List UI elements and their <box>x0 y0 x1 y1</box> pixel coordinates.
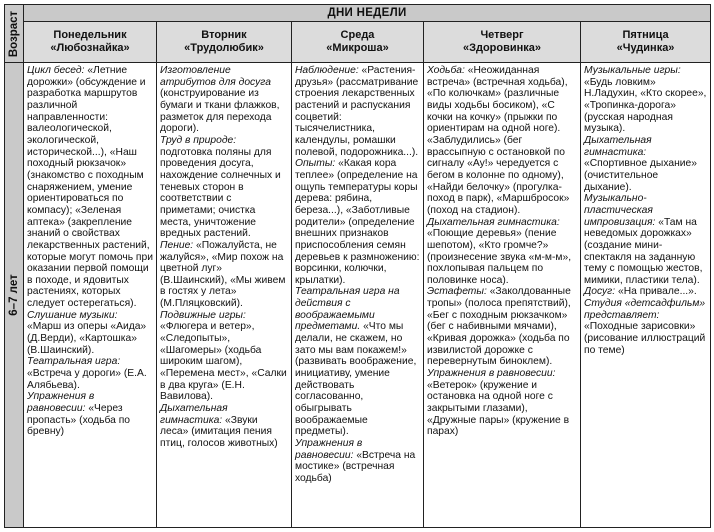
activity-block <box>295 158 420 286</box>
day-header-friday <box>581 22 711 63</box>
activity-heading: Подвижные игры: <box>160 309 246 321</box>
activity-text: «Растения-друзья» (рассматривание строения лекарственных растений и распускания соцветий: тысячелистника, календулы, ромашки полевой, подорожника...). <box>295 65 419 158</box>
activity-heading: Пение: <box>160 239 194 251</box>
schedule-table <box>4 4 711 528</box>
activity-block <box>27 391 153 438</box>
activity-heading: Музыкальные игры: <box>584 65 681 76</box>
age-value: 6–7 лет <box>8 274 20 316</box>
activity-block <box>27 310 153 357</box>
activity-block <box>160 65 288 135</box>
activity-block <box>27 65 153 310</box>
activity-text: «Заколдованные тропы» (полоса препятствий), «Бег с походным рюкзачком» (бег с набивными мячами), «Кривая дорожка» (ходьба по извилистой дорожке с перевернутым биноклем). <box>427 286 571 368</box>
activity-heading: Студия «детсадфильм» представляет: <box>584 298 706 321</box>
activity-heading: Ходьба: <box>427 65 465 76</box>
age-header <box>5 5 24 63</box>
activity-text: «Поющие деревья» (пение шепотом), «Кто громче?» (произнесение звука «м-м-м», похлопывая пальцем по половинке носа). <box>427 228 572 286</box>
activity-text: «Встреча на мостике» (встречная ходьба) <box>295 449 416 484</box>
activity-block <box>295 65 420 158</box>
activity-block <box>295 286 420 438</box>
activity-heading: Слушание музыки: <box>27 309 118 321</box>
day-name: Среда <box>340 29 375 41</box>
day-header-monday <box>24 22 157 63</box>
activity-block <box>584 135 707 193</box>
day-cell-wednesday <box>292 63 424 528</box>
day-cell-friday <box>581 63 711 528</box>
activity-heading: Наблюдение: <box>295 65 359 76</box>
activity-block <box>584 286 707 298</box>
activity-text: «Звуки леса» (имитация пения птиц, голосов животных) <box>160 414 278 449</box>
activity-heading: Упражнения в равновесии: <box>295 438 363 461</box>
activity-block <box>160 310 288 403</box>
activity-text: «Марш из оперы «Аида» (Д.Верди), «Картошка» (В.Шаинский). <box>27 321 147 356</box>
activity-heading: Упражнения в равновесии: <box>27 391 95 415</box>
activity-block <box>427 286 577 368</box>
activity-text: «Неожиданная встреча» (встречная ходьба), «По колючкам» (различные виды ходьбы босиком), «С кочки на кочку» (прыжки по ориентирам на одной ноге). «Заблудились» (бег врассыпную с остановкой по сигналу «Ау!» чередуется с бегом в колонне по одному), «Найди белочку» (прогулка-поход в парк), «Маршбросок» (поход на стадион). <box>427 65 570 216</box>
activity-text: «Летние дорожки» (обсуждение и разработка маршрутов различной направленности: валеологической, экологической, исторической...), «Наш походный рюкзачок» (знакомство с походным снаряжением, умение ориентироваться по компасу); «Зеленая аптека» (закрепление знаний о свойствах лекарственных растений, которые могут помочь при оказании первой помощи в походе, и ядовитых растениях, которых следует остерегаться). <box>27 65 153 310</box>
day-header-tuesday <box>157 22 292 63</box>
activity-block <box>584 193 707 286</box>
activity-heading: Театральная игра на действия с воображаемыми предметами. <box>295 286 400 333</box>
activity-text: «Спортивное дыхание» (очистительное дыхание). <box>584 158 697 193</box>
age-header-label: Возраст <box>8 10 20 57</box>
activity-block <box>27 356 153 391</box>
activity-heading: Труд в природе: <box>160 134 237 146</box>
activity-block <box>160 135 288 240</box>
activity-heading: Дыхательная гимнастика: <box>160 403 228 426</box>
activity-heading: Театральная игра: <box>27 356 121 368</box>
activity-text: «Через пропасть» (ходьба по бревну) <box>27 403 131 438</box>
activity-heading: Эстафеты: <box>427 286 487 298</box>
activity-text: «Что мы делали, не скажем, но зато мы вам покажем!» (развивать воображение, инициативу, умение действовать согласованно, обыгрывать воображаемые предметы). <box>295 321 417 438</box>
activity-heading: Дыхательная гимнастика: <box>584 134 652 158</box>
activity-block <box>584 65 707 135</box>
day-name: Четверг <box>480 29 524 41</box>
activity-block <box>427 217 577 287</box>
day-name: Вторник <box>201 29 247 41</box>
day-nickname: «Трудолюбик» <box>184 42 264 54</box>
day-nickname: «Любознайка» <box>50 42 130 54</box>
age-cell <box>5 63 24 528</box>
activity-block <box>427 65 577 217</box>
day-cell-thursday <box>424 63 581 528</box>
day-header-wednesday <box>292 22 424 63</box>
activity-block <box>427 368 577 438</box>
activity-text: «Какая кора теплее» (определение на ощупь температуры коры дерева: рябина, береза...), «Заботливые родители» (определение внешних признаков приспособления семян деревьев к размножению: ворсинки, колючки, крылатки). <box>295 158 420 286</box>
activity-block <box>584 298 707 356</box>
table-title: ДНИ НЕДЕЛИ <box>24 5 711 22</box>
activity-text: (конструирование из бумаги и ткани флажков, разметок для перехода дороги). <box>160 88 280 135</box>
activity-block <box>160 240 288 310</box>
activity-text: «Будь ловким» Н.Ладухин, «Кто скорее», «Тропинка-дорога» (русская народная музыка). <box>584 76 707 135</box>
activity-heading: Дыхательная гимнастика: <box>427 216 560 228</box>
activity-block <box>295 438 420 485</box>
activity-block <box>160 403 288 450</box>
activity-text: «Там на неведомых дорожках» (создание мини-спектакля на заданную тему с помощью жестов, мимики, пластики тела). <box>584 216 703 286</box>
activity-heading: Досуг: <box>584 286 616 298</box>
activity-text: «Походные зарисовки» (рисование иллюстраций по теме) <box>584 321 706 356</box>
day-name: Понедельник <box>53 29 127 41</box>
day-name: Пятница <box>622 29 669 41</box>
day-nickname: «Микроша» <box>326 42 389 54</box>
activity-heading: Опыты: <box>295 158 336 170</box>
day-header-thursday <box>424 22 581 63</box>
day-nickname: «Чудинка» <box>616 42 675 54</box>
day-cell-monday <box>24 63 157 528</box>
day-nickname: «Здоровинка» <box>462 42 542 54</box>
activity-heading: Изготовление атрибутов для досуга <box>160 65 271 88</box>
activity-text: «На привале...». <box>615 286 697 298</box>
activity-text: подготовка поляны для проведения досуга, нахождение солнечных и теневых сторон в соответствии с приметами; очистка места, уничтожение вредных растений. <box>160 146 281 240</box>
activity-heading: Цикл бесед: <box>27 65 85 76</box>
activity-text: «Встреча у дороги» (Е.А. Алябьева). <box>27 368 147 391</box>
activity-text: «Ветерок» (кружение и остановка на одной ноге с закрытыми глазами), «Дружные пары» (кружение в парах) <box>427 379 570 438</box>
activity-text: «Флюгера и ветер», «Следопыты», «Шагомеры» (ходьба широким шагом), «Перемена мест», «Салки в два круга» (Е.Н. Вавилова). <box>160 321 287 403</box>
activity-text: «Пожалуйста, не жалуйся», «Мир похож на цветной луг» (В.Шаинский), «Мы живем в гостях у лета» (М.Пляцковский). <box>160 239 286 310</box>
activity-heading: Упражнения в равновесии: <box>427 368 556 380</box>
activity-heading: Музыкально-пластическая импровизация: <box>584 193 656 228</box>
day-cell-tuesday <box>157 63 292 528</box>
